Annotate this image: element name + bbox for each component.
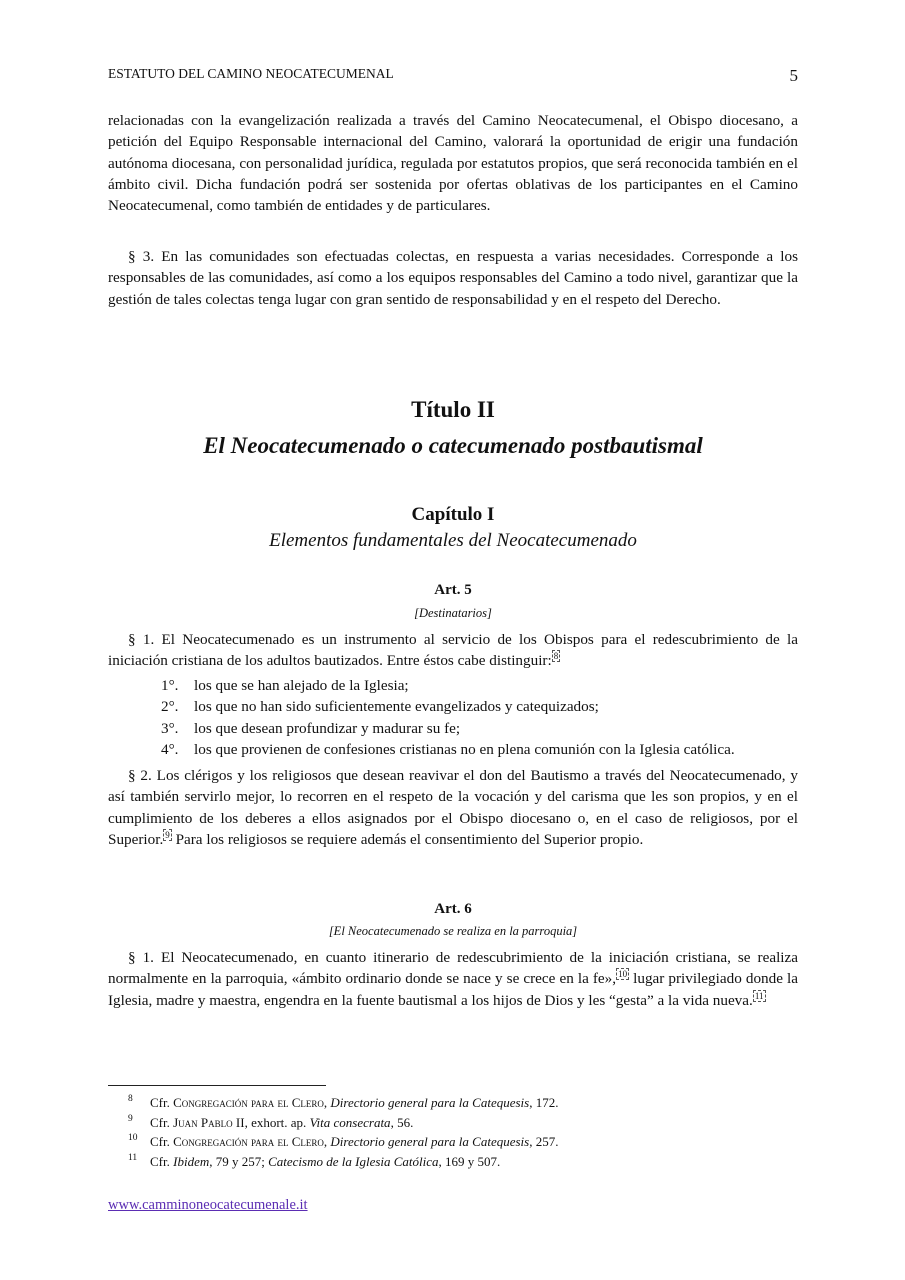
footnote-ref-11[interactable]: 11 [754,990,764,1001]
footnote-11: 11 Cfr. Ibidem, 79 y 257; Catecismo de la Iglesia Católica, 169 y 507. [128,1152,501,1169]
footnote-9: 9 Cfr. Juan Pablo II, exhort. ap. Vita consecrata, 56. [128,1113,414,1130]
titulo-subtitle: El Neocatecumenado o catecumenado postbautismal [203,433,703,458]
capitulo-subtitle: Elementos fundamentales del Neocatecumenado [269,530,637,551]
list-item: 2°. los que no han sido suficientemente evangelizados y catequizados; [161,698,599,716]
list-item: 4°. los que provienen de confesiones cristianas no en plena comunión con la Iglesia católica. [161,740,735,758]
footnote-ref-9[interactable]: 9 [165,829,170,840]
running-header [108,66,798,86]
intro-paragraph: relacionadas con la evangelización realizada a través del Camino Neocatecumenal, el Obispo diocesano, a petición del Equipo Responsable internacional del Camino, valorará la oportunidad de erigir una fundación autónoma diocesana, con personalidad jurídica, regulada por estatutos propios, que será reconocida también en el ámbito civil. Dicha fundación podrá ser sostenida por ofertas oblativas de los participantes en el Camino Neocatecumenal, como también de entidades y de particulares. [108,112,798,215]
titulo-heading: Título II [411,397,495,422]
page-number: 5 [789,66,798,85]
art5-heading: Art. 5 [434,582,472,598]
footnote-8: 8 Cfr. Congregación para el Clero, Directorio general para la Catequesis, 172. [128,1094,559,1110]
list-item: 1°. los que se han alejado de la Iglesia; [161,677,409,694]
footnote-ref-10[interactable]: 10 [618,969,628,980]
art5-paragraph-2: § 2. Los clérigos y los religiosos que desean reavivar el don del Bautismo a través del Neocatecumenado, y así también servirlo mejor, lo recorren en el respeto de la vocación y del carisma que les son propios, y en el cumplimiento de los deberes a ellos asignados por el Obispo diocesano o, en el caso de religiosos, por el Superior. $^9$ Para los religiosos se requiere además el consentimiento del Superior propio. [108,767,798,848]
footnote-separator [108,1085,326,1086]
footnotes [108,1093,798,1171]
running-title: ESTATUTO DEL CAMINO NEOCATECUMENAL [108,66,394,81]
art6-subheading: [El Neocatecumenado se realiza en la parroquia] [328,924,578,938]
art5-list [108,675,798,760]
footnote-10: 10 Cfr. Congregación para el Clero, Directorio general para la Catequesis, 257. [128,1133,559,1149]
capitulo-heading: Capítulo I [411,504,495,525]
art5-subheading: [Destinatarios] [414,606,492,620]
paragraph-3: § 3. En las comunidades son efectuadas colectas, en respuesta a varias necesidades. Corresponde a los responsables de las comunidades, así como a los equipos responsables del Camino a todo nivel, garantizar que la gestión de tales colectas tenga lugar con gran sentido de responsabilidad y en el respeto del Derecho. [108,248,798,308]
art5-paragraph-1: § 1. El Neocatecumenado es un instrumento al servicio de los Obispos para el redescubrimiento de la iniciación cristiana de los adultos bautizados. Entre éstos cabe distinguir: $^8$ [108,631,798,670]
footnote-ref-8[interactable]: 8 [553,651,559,662]
art6-paragraph-1: § 1. El Neocatecumenado, en cuanto itinerario de redescubrimiento de la iniciación cristiana, se realiza normalmente en la parroquia, «ámbito ordinario donde se nace y se crece en la fe», $^{10}$ lugar privilegiado donde la Iglesia, madre y maestra, engendra en la fuente bautismal a los hijos de Dios y les “gesta” a la vida nueva. $^{11}$ [108,949,798,1009]
list-item: 3°. los que desean profundizar y madurar su fe; [161,719,461,737]
art6-heading: Art. 6 [434,901,472,917]
website-link[interactable]: www.camminoneocatecumenale.it [108,1197,308,1213]
